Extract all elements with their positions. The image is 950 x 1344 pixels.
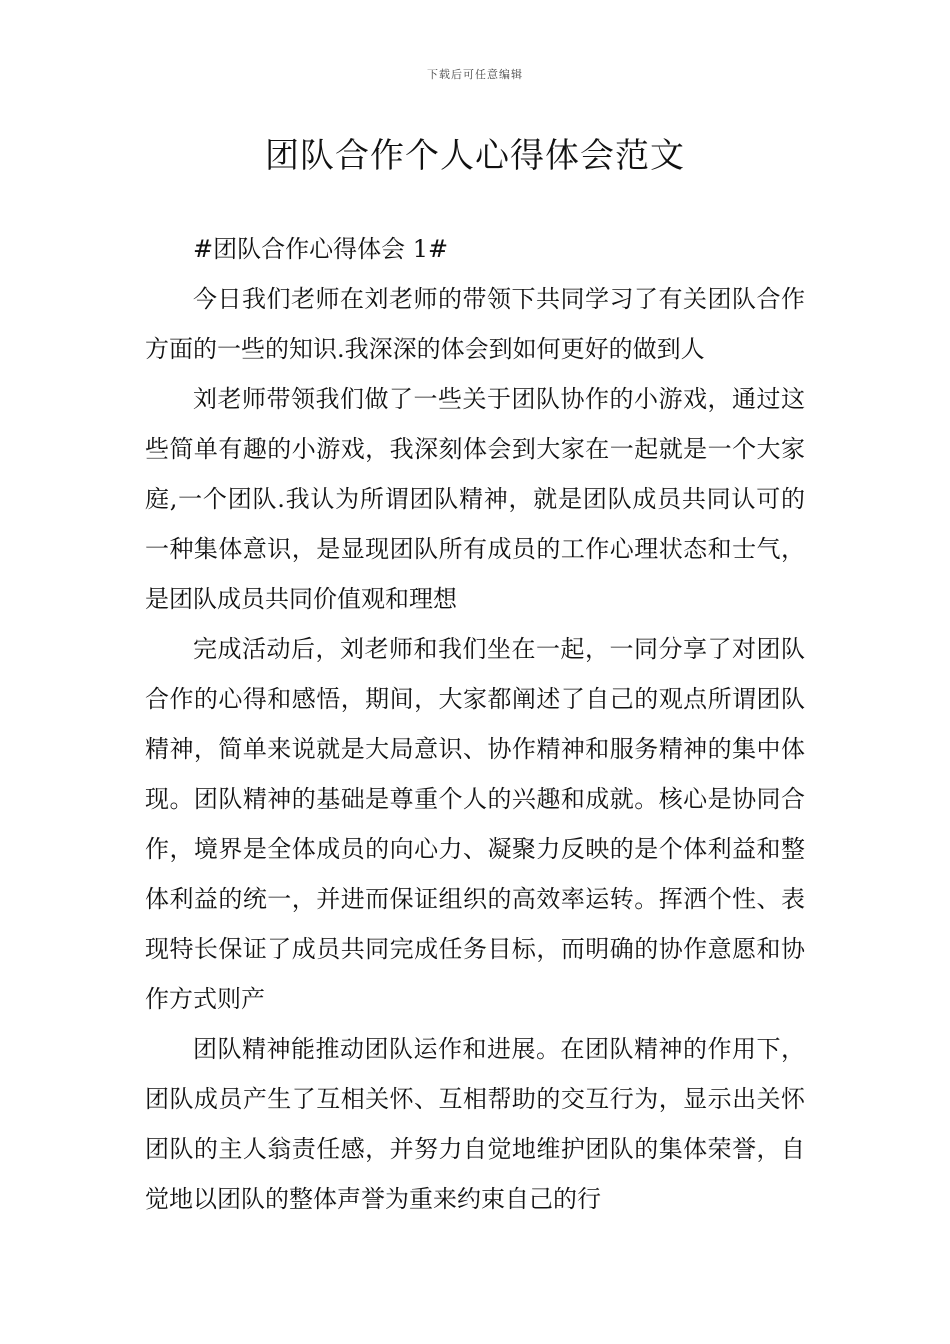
paragraph: 团队精神能推动团队运作和进展。在团队精神的作用下，团队成员产生了互相关怀、互相帮助的交互行为，显示出关怀团队的主人翁责任感，并努力自觉地维护团队的集体荣誉，自觉地以团队的整体声誉为重来约束自己的行: [145, 1035, 805, 1213]
header-note: 下载后可任意编辑: [427, 68, 523, 81]
paragraph: 完成活动后，刘老师和我们坐在一起，一同分享了对团队合作的心得和感悟，期间，大家都阐述了自己的观点所谓团队精神，简单来说就是大局意识、协作精神和服务精神的集中体现。团队精神的基础是尊重个人的兴趣和成就。核心是协同合作，境界是全体成员的向心力、凝聚力反映的是个体利益和整体利益的统一，并进而保证组织的高效率运转。挥洒个性、表现特长保证了成员共同完成任务目标，而明确的协作意愿和协作方式则产: [145, 635, 805, 1013]
document-title: 团队合作个人心得体会范文: [265, 136, 685, 176]
paragraph-heading: #团队合作心得体会 1#: [193, 235, 449, 263]
document-body: [145, 224, 805, 1224]
paragraph: 今日我们老师在刘老师的带领下共同学习了有关团队合作方面的一些的知识.我深深的体会到如何更好的做到人: [145, 285, 805, 363]
paragraph: 刘老师带领我们做了一些关于团队协作的小游戏，通过这些简单有趣的小游戏，我深刻体会到大家在一起就是一个大家庭,一个团队.我认为所谓团队精神，就是团队成员共同认可的一种集体意识，是显现团队所有成员的工作心理状态和士气，是团队成员共同价值观和理想: [145, 385, 805, 613]
